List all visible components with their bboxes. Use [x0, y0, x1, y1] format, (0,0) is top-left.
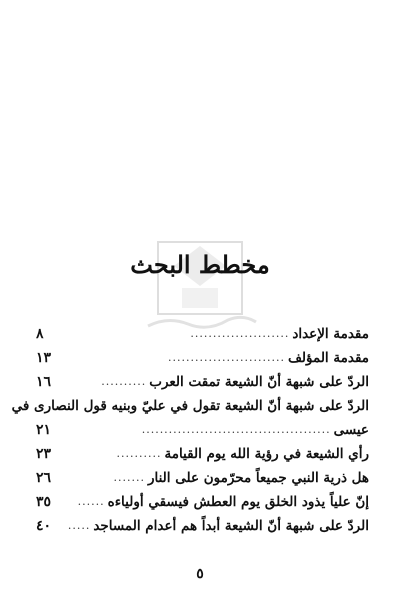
toc-entry [36, 322, 369, 346]
toc-page-number: ٢٣ [36, 446, 52, 462]
table-of-contents [11, 322, 369, 538]
toc-entry-title: الردّ على شبهة أنّ الشيعة تمقت العرب [149, 374, 369, 390]
toc-entry-title: مقدمة المؤلف [287, 350, 369, 366]
page-number: ٥ [196, 566, 204, 582]
toc-leader-dots: .......................................... [141, 423, 331, 436]
toc-entry [11, 394, 369, 418]
toc-entry-title: رأي الشيعة في رؤية الله يوم القيامة [164, 446, 369, 462]
toc-entry [36, 514, 369, 538]
toc-page-number: ١٦ [36, 374, 52, 390]
toc-entry-title: عيسى [333, 422, 369, 438]
toc-leader-dots: ...... [77, 495, 105, 508]
toc-page-number: ١٣ [36, 350, 52, 366]
toc-page-number: ٨ [36, 326, 44, 342]
toc-page-number: ٢١ [36, 422, 52, 438]
toc-entry [36, 490, 369, 514]
toc-leader-dots: ...................... [190, 327, 290, 340]
toc-entry [36, 466, 369, 490]
toc-entry-title: إنّ علياً يذود الخلق يوم العطش فيسقي أولياءه [107, 494, 369, 510]
toc-entry [36, 418, 369, 442]
toc-entry-title: مقدمة الإعداد [292, 326, 369, 342]
page-title: مخطط البحث [130, 250, 270, 279]
toc-entry [36, 442, 369, 466]
toc-page-number: ٢٦ [36, 470, 52, 486]
toc-entry-title: الردّ على شبهة أنّ الشيعة أبداً هم أعدام المساجد [93, 518, 369, 534]
toc-entry [36, 346, 369, 370]
toc-leader-dots: ....... [113, 471, 145, 484]
toc-entry [36, 370, 369, 394]
toc-page-number: ٤٠ [36, 518, 52, 534]
toc-leader-dots: .......................... [168, 351, 285, 364]
toc-leader-dots: .......... [101, 375, 147, 388]
toc-leader-dots: ..... [67, 519, 91, 532]
toc-entry-title: الردّ على شبهة أنّ الشيعة تقول في عليّ وبنيه قول النصارى في [11, 398, 369, 414]
toc-page-number: ٣٥ [36, 494, 52, 510]
toc-entry-title: هل ذرية النبي جميعاً محرّمون على النار [147, 470, 369, 486]
toc-leader-dots: .......... [116, 447, 162, 460]
